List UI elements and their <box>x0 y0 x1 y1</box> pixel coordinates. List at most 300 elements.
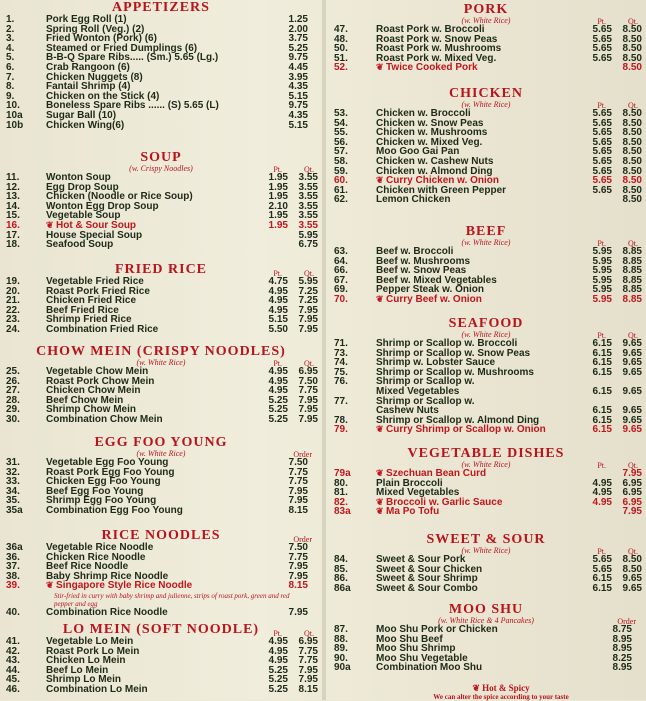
section-subtitle: (w. White Rice) <box>461 238 511 247</box>
item-name-text: Vegetable Chow Mein <box>46 366 149 377</box>
item-number: 57. <box>334 146 348 158</box>
menu-item <box>326 644 646 654</box>
item-price-quart: 8.85 <box>622 246 642 257</box>
header-pint: Pt. <box>597 547 606 556</box>
item-number: 1. <box>6 14 15 25</box>
item-price-pint: 5.65 <box>592 117 612 129</box>
item-number: 79. <box>334 424 348 436</box>
item-price-pint: 5.65 <box>592 33 612 45</box>
item-price-quart: 3.55 <box>298 210 318 222</box>
hot-spicy-icon: ❦ <box>376 293 387 304</box>
header-pint: Pt. <box>597 331 606 340</box>
item-price-pint: 4.95 <box>268 366 288 377</box>
item-price-quart: 6.95 <box>622 496 642 508</box>
item-price-quart: 3.55 <box>298 181 318 193</box>
item-number: 84. <box>334 554 348 565</box>
item-number: 10b <box>6 119 24 131</box>
item-price-pint: 2.10 <box>268 200 288 212</box>
item-name-text: Combination Rice Noodle <box>46 606 168 618</box>
item-price: 8.95 <box>612 643 632 655</box>
item-price-quart: 9.65 <box>622 357 642 369</box>
item-price-pint: 4.95 <box>268 385 288 397</box>
item-name-text: Beef Fried Rice <box>46 304 119 316</box>
menu-item <box>326 654 646 664</box>
section-subtitle: (w. Crispy Noodles) <box>129 164 193 173</box>
item-price-quart: 7.95 <box>298 413 318 425</box>
item-price-pint: 6.15 <box>592 338 612 349</box>
item-price: 8.75 <box>612 624 632 635</box>
item-price-quart: 5.95 <box>298 229 318 241</box>
item-number: 29. <box>6 404 20 416</box>
item-number: 47. <box>334 24 348 35</box>
item-price-quart: 8.85 <box>622 293 642 305</box>
item-price: 7.95 <box>288 495 308 507</box>
item-price-quart: 3.55 <box>298 219 318 231</box>
item-price-pint: 1.95 <box>268 172 288 183</box>
legend-label: Hot & Spicy <box>482 683 530 693</box>
menu-item <box>326 295 646 305</box>
item-number: 70. <box>334 293 348 305</box>
menu-item <box>326 63 646 73</box>
item-number: 90a <box>334 662 351 674</box>
item-price-quart: 8.85 <box>622 255 642 267</box>
item-name-text: Fantail Shrimp (4) <box>46 81 131 93</box>
item-name-text: Shrimp or Scallop w. <box>376 376 475 388</box>
item-name-text: Plain Broccoli <box>376 477 443 489</box>
item-name-text: Beef Egg Foo Young <box>46 485 144 497</box>
item-price-pint: 4.95 <box>592 487 612 499</box>
item-number: 5. <box>6 52 15 64</box>
menu-section-soup <box>0 150 322 251</box>
item-name-text: Sweet & Sour Pork <box>376 554 466 565</box>
menu-items <box>326 625 646 673</box>
section-subtitle: (w. White Rice) <box>461 16 511 25</box>
item-price-quart: 8.50 <box>622 52 642 64</box>
item-name-text: Beef Rice Noodle <box>46 561 129 573</box>
section-title: PORK <box>463 2 509 17</box>
item-price-quart: 7.25 <box>298 295 318 307</box>
item-price-pint: 5.15 <box>268 314 288 326</box>
header-quart: Qt. <box>628 331 638 340</box>
item-price: 7.95 <box>288 485 308 497</box>
section-title: SEAFOOD <box>448 316 524 331</box>
item-name-text: Chicken w. Broccoli <box>376 108 471 119</box>
hot-spicy-icon: ❦ <box>376 424 387 435</box>
item-number: 20. <box>6 285 20 297</box>
item-name-text: Shrimp or Scallop w. Broccoli <box>376 338 518 349</box>
item-name-text: Steamed or Fried Dumplings (6) <box>46 42 198 54</box>
item-name-text: Shrimp or Scallop w. Mushrooms <box>376 366 534 378</box>
item-number: 10. <box>6 100 20 112</box>
menu-section-beef <box>326 224 646 305</box>
item-price-pint: 5.65 <box>592 136 612 148</box>
item-name-text: Spring Roll (Veg.) (2) <box>46 23 145 35</box>
menu-items <box>326 247 646 305</box>
item-price-quart: 7.95 <box>298 404 318 416</box>
item-price: 7.75 <box>288 476 308 488</box>
item-price-pint: 4.95 <box>268 645 288 657</box>
item-name-text: Baby Shrimp Rice Noodle <box>46 570 169 582</box>
item-price-pint: 5.65 <box>592 146 612 158</box>
item-name-text: Beef Lo Mein <box>46 664 109 676</box>
item-number: 32. <box>6 466 20 478</box>
item-number: 90. <box>334 652 348 664</box>
item-number: 2. <box>6 23 15 35</box>
item-name-text: Beef w. Snow Peas <box>376 265 467 277</box>
header-quart: Qt. <box>628 461 638 470</box>
item-number: 43. <box>6 655 20 667</box>
item-name <box>376 663 482 673</box>
item-number: 36. <box>6 551 20 563</box>
menu-section-lo-mein <box>0 622 322 695</box>
header-order: Order <box>293 450 312 459</box>
item-name-text: Beef w. Broccoli <box>376 246 454 257</box>
section-title: BEEF <box>465 224 507 239</box>
item-price: 8.95 <box>612 662 632 674</box>
item-name <box>46 581 192 591</box>
item-number: 39. <box>6 580 20 592</box>
menu-section-chicken <box>326 86 646 206</box>
section-subtitle: (w. White Rice) <box>461 460 511 469</box>
item-name <box>46 506 183 516</box>
menu-item <box>0 581 322 591</box>
item-name-text: Fried Wonton (Pork) (6) <box>46 33 157 45</box>
header-quart: Qt. <box>304 165 314 174</box>
item-name-text: Chicken Egg Foo Young <box>46 476 161 488</box>
item-price-pint: 5.25 <box>268 683 288 695</box>
item-name-text: Szechuan Bean Curd <box>386 468 487 479</box>
item-price-quart: 6.95 <box>622 487 642 499</box>
item-name-text: Shrimp or Scallop w. <box>376 395 475 407</box>
item-price: 9.75 <box>288 100 308 112</box>
item-name-text: Chicken Nuggets (8) <box>46 71 143 83</box>
item-name-text: Curry Shrimp or Scallop w. Onion <box>386 424 546 436</box>
section-subtitle: (w. White Rice) <box>461 330 511 339</box>
item-number: 86a <box>334 582 351 594</box>
item-price-pint: 4.95 <box>268 636 288 647</box>
header-pint: Pt. <box>597 461 606 470</box>
menu-item <box>326 195 646 205</box>
menu-items <box>326 339 646 435</box>
item-number: 46. <box>6 683 20 695</box>
item-name-text: Chicken Chow Mein <box>46 385 141 397</box>
section-title: APPETIZERS <box>112 0 210 15</box>
item-price-quart: 3.55 <box>298 191 318 203</box>
hot-spicy-icon: ❦ <box>376 506 387 517</box>
item-price-quart: 8.15 <box>298 683 318 695</box>
header-pint: Pt. <box>597 101 606 110</box>
item-price-quart: 8.50 <box>622 136 642 148</box>
item-price-pint: 5.65 <box>592 554 612 565</box>
item-number: 35. <box>6 495 20 507</box>
item-number: 64. <box>334 255 348 267</box>
item-name-text: Vegetable Fried Rice <box>46 276 144 287</box>
item-price: 3.95 <box>288 71 308 83</box>
item-number: 63. <box>334 246 348 257</box>
section-subtitle: (w. White Rice) <box>461 100 511 109</box>
section-title: RICE NOODLES <box>101 528 221 543</box>
menu-item <box>326 368 646 378</box>
item-name-text: Crab Rangoon (6) <box>46 61 130 73</box>
section-title: CHOW MEIN (CRISPY NOODLES) <box>36 344 286 359</box>
item-price-pint: 5.50 <box>268 323 288 335</box>
item-price-quart: 3.55 <box>298 200 318 212</box>
header-pint: Pt. <box>273 629 282 638</box>
item-price-quart: 7.95 <box>622 506 642 518</box>
item-price-quart: 7.95 <box>298 664 318 676</box>
menu-item <box>0 506 322 516</box>
item-price-quart: 9.65 <box>622 582 642 594</box>
item-price-pint: 6.15 <box>592 385 612 397</box>
item-name-text: Shrimp Chow Mein <box>46 404 136 416</box>
item-price-pint: 6.15 <box>592 424 612 436</box>
item-price-quart: 9.65 <box>622 573 642 585</box>
item-price-pint: 1.95 <box>268 219 288 231</box>
item-number: 33. <box>6 476 20 488</box>
item-price-pint: 5.65 <box>592 175 612 187</box>
item-price-pint: 6.15 <box>592 414 612 426</box>
menu-items <box>326 555 646 593</box>
section-title: SOUP <box>140 150 182 165</box>
item-price-quart: 8.50 <box>622 43 642 55</box>
header-quart: Qt. <box>628 101 638 110</box>
item-price: 7.50 <box>288 542 308 553</box>
dish-description: Stir-fried in curry with baby shrimp and julienne, strips of roast pork, green and red pepper and egg <box>54 592 290 608</box>
item-price: 8.15 <box>288 504 308 516</box>
item-name-text: Vegetable Lo Mein <box>46 636 134 647</box>
item-price-pint: 5.65 <box>592 563 612 575</box>
item-price: 7.95 <box>288 561 308 573</box>
item-price-quart: 8.85 <box>622 265 642 277</box>
item-price-quart: 7.75 <box>298 385 318 397</box>
item-price-quart: 8.50 <box>622 108 642 119</box>
item-price-quart: 9.65 <box>622 405 642 417</box>
item-name-text: Chicken w. Almond Ding <box>376 165 493 177</box>
item-name-text: B-B-Q Spare Ribs..... (Sm.) 5.65 (Lg.) <box>46 52 219 64</box>
menu-items <box>0 637 322 695</box>
item-number: 59. <box>334 165 348 177</box>
item-name-text: Curry Beef w. Onion <box>386 293 482 305</box>
item-price-quart: 7.75 <box>298 645 318 657</box>
item-number: 42. <box>6 645 20 657</box>
item-price-quart: 8.50 <box>622 194 642 206</box>
menu-items <box>0 458 322 516</box>
item-number: 27. <box>6 385 20 397</box>
item-name-text: Combination Chow Mein <box>46 413 163 425</box>
item-number: 67. <box>334 274 348 286</box>
item-name <box>376 295 482 305</box>
item-name-text: Chicken w. Snow Peas <box>376 117 484 129</box>
menu-items <box>0 15 322 130</box>
item-name-text: Chicken on the Stick (4) <box>46 90 160 102</box>
item-price-pint: 5.25 <box>268 674 288 686</box>
item-name-text: Chicken w. Cashew Nuts <box>376 155 494 167</box>
item-price-pint: 5.65 <box>592 52 612 64</box>
item-price: 8.15 <box>288 580 308 592</box>
item-price-pint: 6.15 <box>592 582 612 594</box>
item-number: 88. <box>334 633 348 645</box>
item-number: 50. <box>334 43 348 55</box>
item-number: 14. <box>6 200 20 212</box>
item-number: 38. <box>6 570 20 582</box>
item-name <box>46 415 163 425</box>
item-price-pint: 6.15 <box>592 573 612 585</box>
item-price-pint: 5.95 <box>592 255 612 267</box>
item-number: 15. <box>6 210 20 222</box>
item-number: 76. <box>334 376 348 388</box>
header-pint: Pt. <box>273 269 282 278</box>
item-number: 56. <box>334 136 348 148</box>
item-number: 22. <box>6 304 20 316</box>
item-price-quart: 9.65 <box>622 347 642 359</box>
item-number: 23. <box>6 314 20 326</box>
item-name-text: Roast Pork Lo Mein <box>46 645 140 657</box>
item-price-quart: 7.95 <box>298 323 318 335</box>
item-price-quart: 3.55 <box>298 172 318 183</box>
item-price-quart: 8.50 <box>622 175 642 187</box>
item-price-quart: 8.50 <box>622 165 642 177</box>
hot-spicy-icon: ❦ <box>376 496 387 507</box>
item-price: 7.75 <box>288 466 308 478</box>
item-price-quart: 6.95 <box>298 636 318 647</box>
item-name-text: Vegetable Rice Noodle <box>46 542 154 553</box>
item-number: 89. <box>334 643 348 655</box>
item-name-text: Shrimp w. Lobster Sauce <box>376 357 496 369</box>
item-price-pint: 4.95 <box>268 375 288 387</box>
menu-section-appetizers <box>0 0 322 131</box>
item-name-text: Sweet & Sour Combo <box>376 582 478 594</box>
item-price-quart: 8.50 <box>622 146 642 158</box>
item-price: 8.95 <box>612 633 632 645</box>
item-name-text: Chicken Lo Mein <box>46 655 126 667</box>
header-quart: Qt. <box>628 17 638 26</box>
item-price-quart: 7.25 <box>298 285 318 297</box>
item-number: 13. <box>6 191 20 203</box>
item-price-pint: 5.25 <box>268 413 288 425</box>
header-quart: Qt. <box>304 629 314 638</box>
item-price-pint: 5.25 <box>268 404 288 416</box>
item-price-pint: 6.15 <box>592 357 612 369</box>
menu-item <box>326 663 646 673</box>
menu-item <box>326 186 646 196</box>
item-number: 61. <box>334 184 348 196</box>
item-price-quart: 8.50 <box>622 554 642 565</box>
item-number: 74. <box>334 357 348 369</box>
item-number: 17. <box>6 229 20 241</box>
item-name-text: Lemon Chicken <box>376 194 451 206</box>
item-name-text: Broccoli w. Garlic Sauce <box>386 496 503 508</box>
menu-section-pork <box>326 2 646 74</box>
item-name-text: Sweet & Sour Shrimp <box>376 573 478 585</box>
legend-note: We can alter the spice according to your taste <box>433 693 569 701</box>
item-price-quart: 9.65 <box>622 385 642 397</box>
item-price-pint: 4.95 <box>268 285 288 297</box>
item-name-text: Beef w. Mixed Vegetables <box>376 274 497 286</box>
item-name-text: Shrimp Lo Mein <box>46 674 121 686</box>
item-price-pint: 5.65 <box>592 108 612 119</box>
item-name-text: Moo Goo Gai Pan <box>376 146 460 158</box>
item-price-quart: 6.75 <box>298 239 318 251</box>
item-number: 8. <box>6 81 15 93</box>
legend <box>366 684 636 701</box>
item-price-pint: 4.95 <box>268 655 288 667</box>
item-name-text: Moo Shu Pork or Chicken <box>376 624 498 635</box>
menu-items <box>326 25 646 73</box>
section-title: EGG FOO YOUNG <box>94 435 228 450</box>
item-number: 75. <box>334 366 348 378</box>
menu-item <box>0 685 322 695</box>
menu-items <box>326 109 646 205</box>
item-name-text: Sweet & Sour Chicken <box>376 563 483 575</box>
item-number: 73. <box>334 347 348 359</box>
item-price-quart: 8.50 <box>622 184 642 196</box>
menu-item <box>0 608 322 618</box>
hot-spicy-icon: ❦ <box>376 175 387 186</box>
item-number: 52. <box>334 62 348 74</box>
item-name-text: Beef Chow Mein <box>46 394 124 406</box>
item-price-pint: 5.25 <box>268 664 288 676</box>
section-subtitle: (w. White Rice & 4 Pancakes) <box>438 616 534 625</box>
header-pint: Pt. <box>273 359 282 368</box>
item-name-text: Twice Cooked Pork <box>386 62 478 74</box>
item-name-text: Combination Fried Rice <box>46 323 159 335</box>
item-number: 48. <box>334 33 348 45</box>
item-price-pint: 4.95 <box>268 304 288 316</box>
menu-item <box>326 625 646 635</box>
item-number: 83a <box>334 506 351 518</box>
item-price-pint: 5.65 <box>592 24 612 35</box>
hot-spicy-icon: ❦ <box>376 468 387 478</box>
menu-section-moo-shu <box>326 602 646 674</box>
menu-item <box>326 498 646 508</box>
item-price-pint: 5.65 <box>592 165 612 177</box>
item-number: 18. <box>6 239 20 251</box>
item-number: 26. <box>6 375 20 387</box>
item-number: 34. <box>6 485 20 497</box>
item-name <box>46 608 168 618</box>
menu-items <box>326 469 646 517</box>
item-price: 7.95 <box>288 606 308 618</box>
item-price-pint: 5.65 <box>592 43 612 55</box>
item-name-text: Roast Pork w. Snow Peas <box>376 33 498 45</box>
item-price: 3.75 <box>288 33 308 45</box>
item-number: 80. <box>334 477 348 489</box>
item-number: 79a <box>334 468 351 479</box>
item-name <box>376 425 546 435</box>
item-name-text: Chicken Fried Rice <box>46 295 137 307</box>
item-number: 51. <box>334 52 348 64</box>
item-number: 12. <box>6 181 20 193</box>
section-title: CHICKEN <box>449 86 523 101</box>
item-name-text: Beef w. Mushrooms <box>376 255 471 267</box>
item-price: 2.00 <box>288 23 308 35</box>
item-name-text: Roast Pork Chow Mein <box>46 375 155 387</box>
menu-items <box>0 173 322 250</box>
item-name-text: Chicken Rice Noodle <box>46 551 146 563</box>
item-number: 7. <box>6 71 15 83</box>
section-title: SWEET & SOUR <box>426 532 546 547</box>
item-number: 21. <box>6 295 20 307</box>
item-price: 5.25 <box>288 42 308 54</box>
item-price-quart: 6.95 <box>298 366 318 377</box>
item-number: 3. <box>6 33 15 45</box>
item-price-quart: 8.50 <box>622 563 642 575</box>
item-number: 10a <box>6 109 23 121</box>
menu-section-vegetable <box>326 446 646 518</box>
menu-item <box>326 54 646 64</box>
item-name <box>46 121 124 131</box>
item-price: 4.35 <box>288 81 308 93</box>
